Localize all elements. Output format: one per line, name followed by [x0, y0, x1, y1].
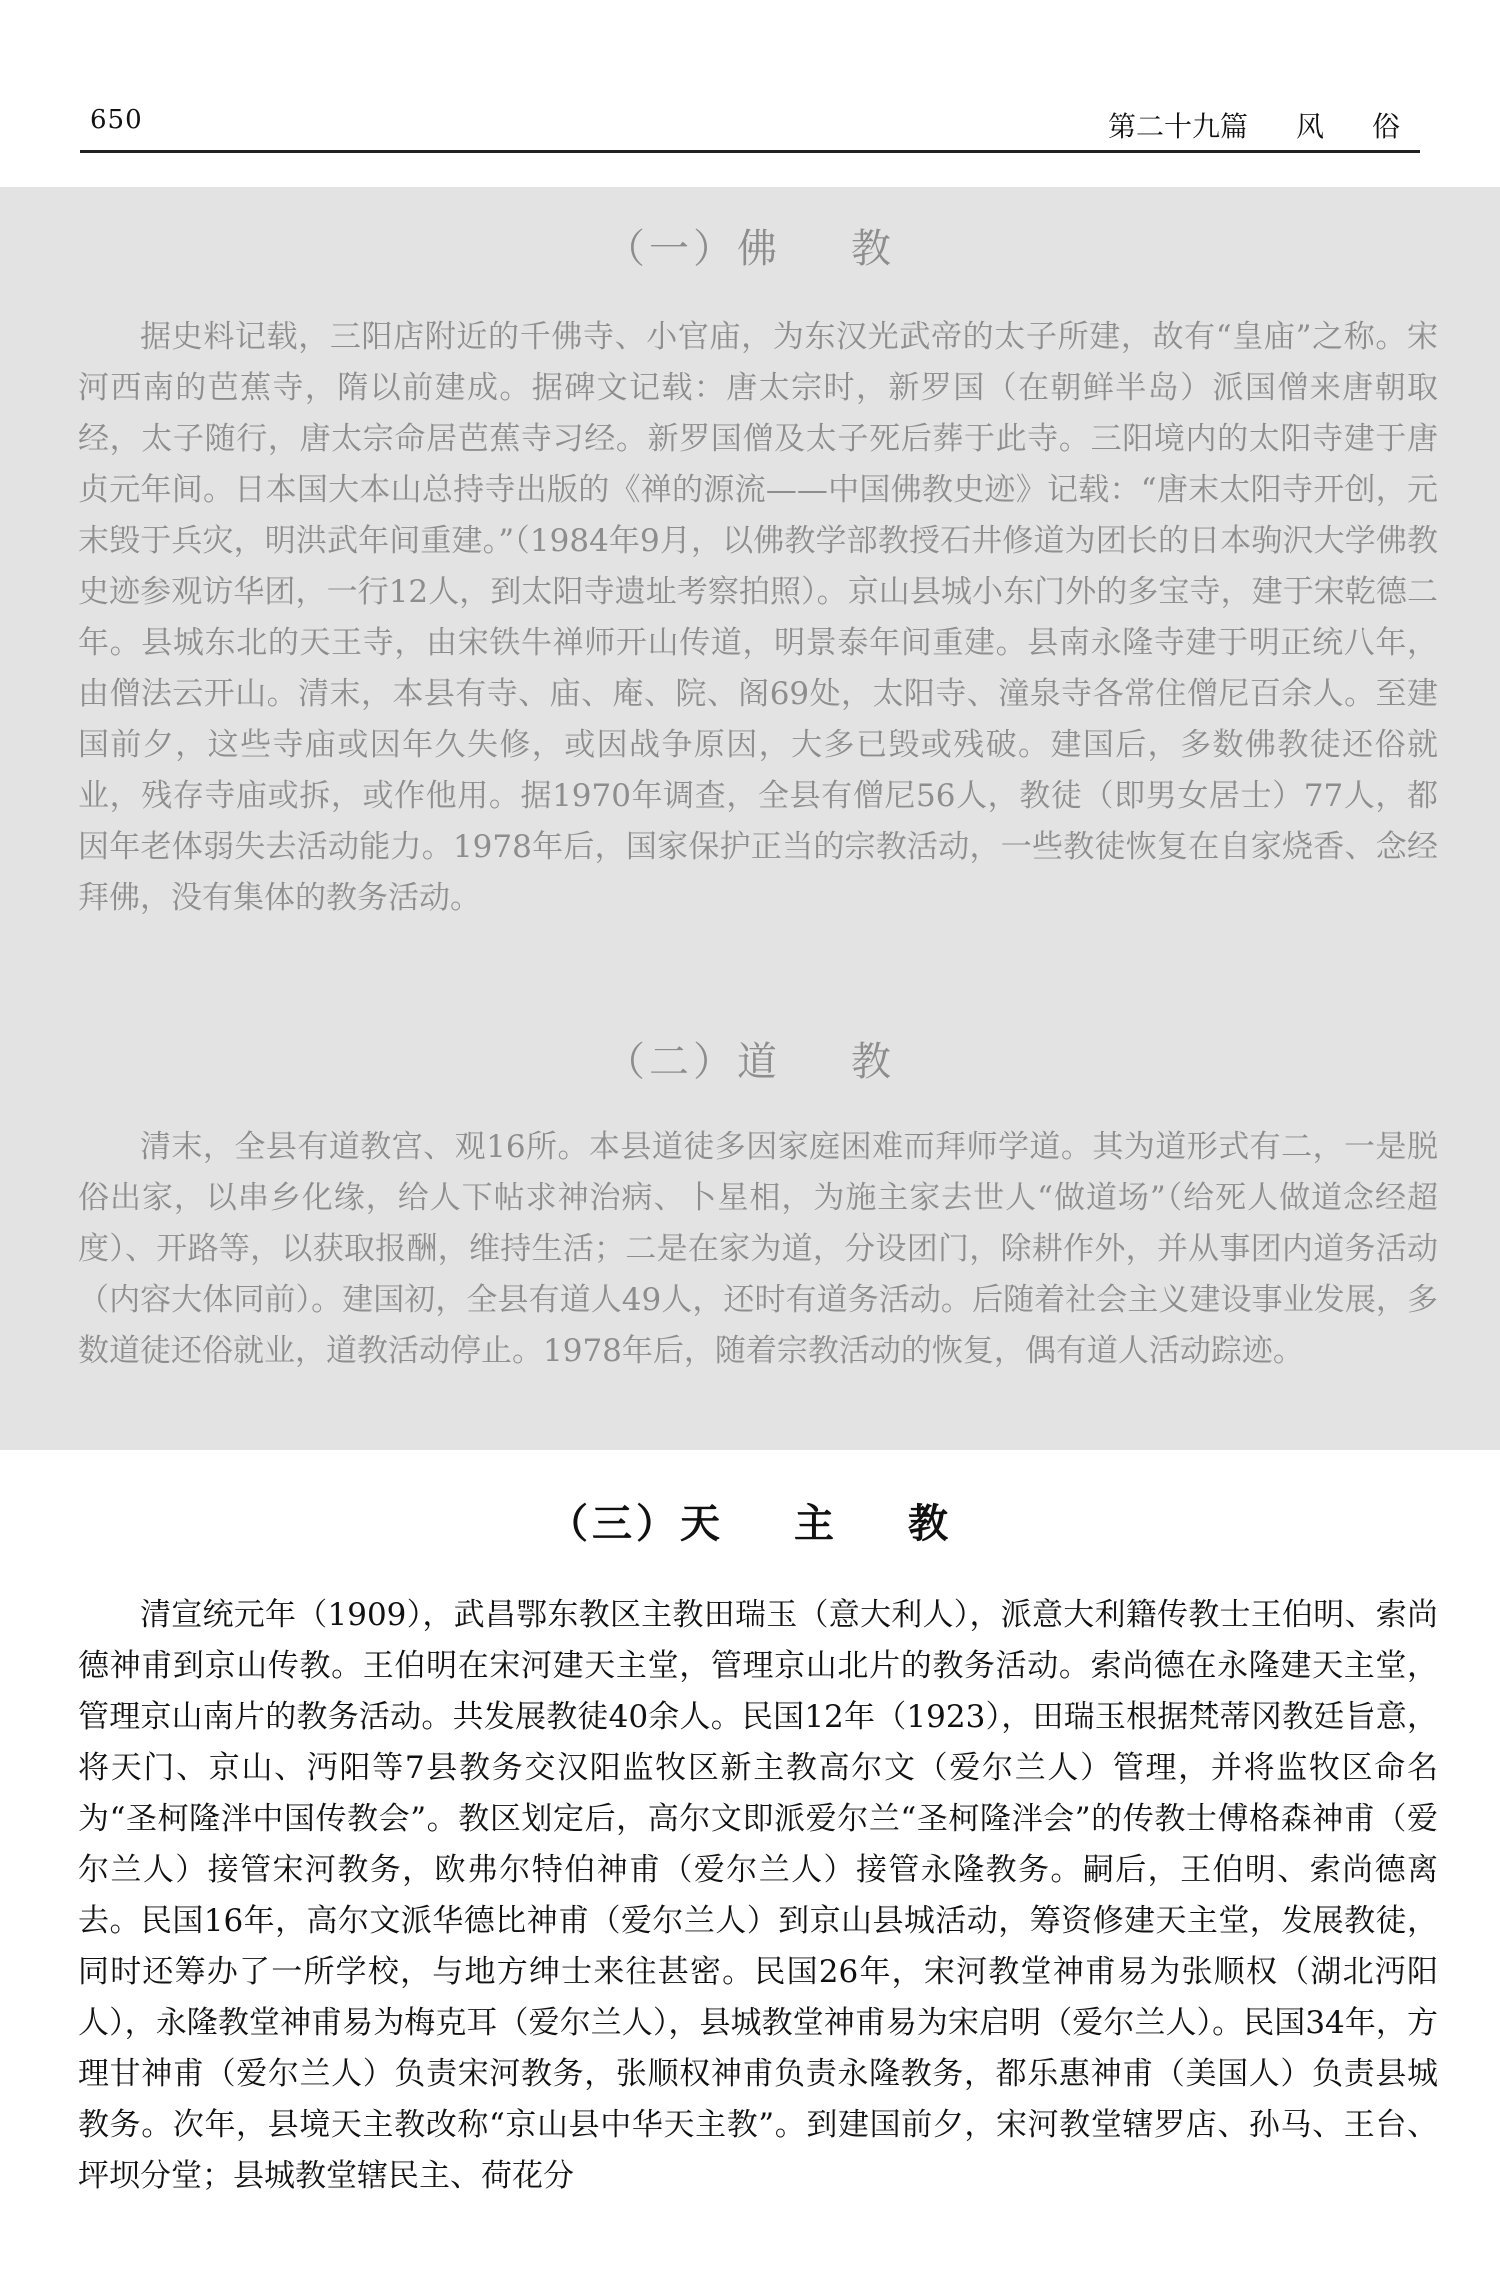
chapter-title — [1108, 105, 1400, 145]
section-text-catholicism: 清宣统元年（1909），武昌鄂东教区主教田瑞玉（意大利人），派意大利籍传教士王伯明、索尚德神甫到京山传教。王伯明在宋河建天主堂，管理京山北片的教务活动。索尚德在永隆建天主堂，管理京山南片的教务活动。共发展教徒40余人。民国12年（1923），田瑞玉根据梵蒂冈教廷旨意，将天门、京山、沔阳等7县教务交汉阳监牧区新主教高尔文（爱尔兰人）管理，并将监牧区命名为“圣柯隆泮中国传教会”。教区划定后，高尔文即派爱尔兰“圣柯隆泮会”的传教士傅格森神甫（爱尔兰人）接管宋河教务，欧弗尔特伯神甫（爱尔兰人）接管永隆教务。嗣后，王伯明、索尚德离去。民国16年，高尔文派华德比神甫（爱尔兰人）到京山县城活动，筹资修建天主堂，发展教徒，同时还筹办了一所学校，与地方绅士来往甚密。民国26年，宋河教堂神甫易为张顺权（湖北沔阳人），永隆教堂神甫易为梅克耳（爱尔兰人），县城教堂神甫易为宋启明（爱尔兰人）。民国34年，方理甘神甫（爱尔兰人）负责宋河教务，张顺权神甫负责永隆教务，都乐惠神甫（美国人）负责县城教务。次年，县境天主教改称“京山县中华天主教”。到建国前夕，宋河教堂辖罗店、孙马、王台、坪坝分堂；县城教堂辖民主、荷花分 — [78, 1597, 1438, 2194]
chapter-topic-a: 风 — [1295, 110, 1324, 143]
section-text-buddhism: 据史料记载，三阳店附近的千佛寺、小官庙，为东汉光武帝的太子所建，故有“皇庙”之称。宋河西南的芭蕉寺，隋以前建成。据碑文记载：唐太宗时，新罗国（在朝鲜半岛）派国僧来唐朝取经，太子随行，唐太宗命居芭蕉寺习经。新罗国僧及太子死后葬于此寺。三阳境内的太阳寺建于唐贞元年间。日本国大本山总持寺出版的《禅的源流——中国佛教史迹》记载：“唐末太阳寺开创，元末毁于兵灾，明洪武年间重建。”（1984年9月，以佛教学部教授石井修道为团长的日本驹沢大学佛教史迹参观访华团，一行12人，到太阳寺遗址考察拍照）。京山县城小东门外的多宝寺，建于宋乾德二年。县城东北的天王寺，由宋铁牛禅师开山传道，明景泰年间重建。县南永隆寺建于明正统八年，由僧法云开山。清末，本县有寺、庙、庵、院、阁69处，太阳寺、潼泉寺各常住僧尼百余人。至建国前夕，这些寺庙或因年久失修，或因战争原因，大多已毁或残破。建国后，多数佛教徒还俗就业，残存寺庙或拆，或作他用。据1970年调查，全县有僧尼56人，教徒（即男女居士）77人，都因年老体弱失去活动能力。1978年后，国家保护正当的宗教活动，一些教徒恢复在自家烧香、念经拜佛，没有集体的教务活动。 — [78, 319, 1438, 916]
header-rule — [80, 150, 1420, 153]
page-header — [80, 100, 1420, 150]
highlighted-region — [0, 187, 1500, 1450]
chapter-topic-b: 俗 — [1371, 110, 1400, 143]
section-title-buddhism: （一）佛 教 — [605, 226, 895, 272]
chapter-number: 第二十九篇 — [1107, 110, 1248, 143]
section-text-taoism: 清末，全县有道教宫、观16所。本县道徒多因家庭困难而拜师学道。其为道形式有二，一是脱俗出家，以串乡化缘，给人下帖求神治病、卜星相，为施主家去世人“做道场”（给死人做道念经超度）、开路等，以获取报酬，维持生活；二是在家为道，分设团门，除耕作外，并从事团内道务活动（内容大体同前）。建国初，全县有道人49人，还时有道务活动。后随着社会主义建设事业发展，多数道徒还俗就业，道教活动停止。1978年后，随着宗教活动的恢复，偶有道人活动踪迹。 — [78, 1129, 1438, 1369]
section-title-taoism: （二）道 教 — [605, 1039, 895, 1085]
section-title-catholicism: （三）天 主 教 — [548, 1500, 952, 1547]
page-number: 650 — [90, 105, 143, 135]
